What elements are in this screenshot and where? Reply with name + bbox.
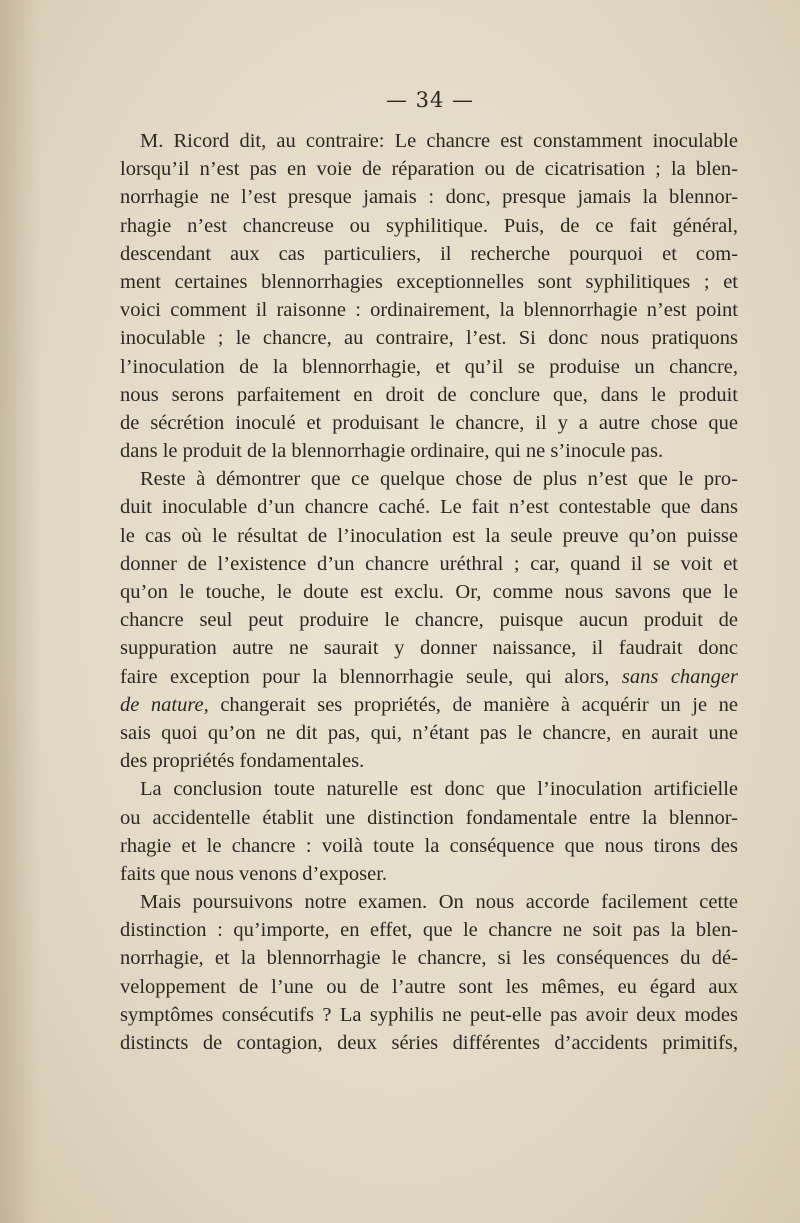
line-text: norrhagie ne l’est presque jamais : donc, presque jamais la blennor- [120,186,738,209]
text-line [120,634,738,662]
line-text: distinction : qu’importe, en effet, que le chancre ne soit pas la blen- [120,919,738,942]
text-line [120,1001,738,1029]
text-line [120,804,738,832]
line-text: de sécrétion inoculé et produisant le chancre, il y a autre chose que [120,411,738,434]
italic-phrase: sans changer [621,665,738,688]
text-line [120,155,738,183]
text-line [120,973,738,1001]
text-line [120,888,738,916]
line-text: dans le produit de la blennorrhagie ordinaire, qui ne s’inocule pas. [120,440,664,463]
text-line [120,1029,738,1057]
page-number: — 34 — [385,88,475,112]
text-line [120,465,738,493]
text-line [120,916,738,944]
line-text: nous serons parfaitement en droit de conclure que, dans le produit [120,383,738,406]
line-text: Reste à démontrer que ce quelque chose de plus n’est que le pro- [140,468,738,491]
line-text: le cas où le résultat de l’inoculation est la seule preuve qu’on puisse [120,524,738,547]
line-text: M. Ricord dit, au contraire: Le chancre est constamment inoculable [140,130,738,152]
text-line [120,578,738,606]
line-text: sais quoi qu’on ne dit pas, qui, n’étant pas le chancre, en aurait une [120,721,738,744]
line-text: symptômes consécutifs ? La syphilis ne peut-elle pas avoir deux modes [120,1003,738,1026]
italic-phrase: de nature, [120,693,209,716]
text-line [120,775,738,803]
line-text: ou accidentelle établit une distinction fondamentale entre la blennor- [120,806,738,829]
text-line [120,606,738,634]
line-text: faire exception pour la blennorrhagie seule, qui alors, [120,665,622,688]
text-line [120,353,738,381]
text-line [120,296,738,324]
line-text: l’inoculation de la blennorrhagie, et qu’il se produise un chancre, [120,355,738,378]
text-line [120,127,738,155]
text-line [120,747,738,775]
line-text: La conclusion toute naturelle est donc que l’inoculation artificielle [140,778,738,801]
line-text: duit inoculable d’un chancre caché. Le fait n’est contestable que dans [120,496,738,519]
text-line [120,437,738,465]
line-text: suppuration autre ne saurait y donner naissance, il faudrait donc [120,637,738,660]
line-text: faits que nous venons d’exposer. [120,862,388,885]
text-line [120,493,738,521]
text-line [120,860,738,888]
line-text: changerait ses propriétés, de manière à acquérir un je ne [208,693,738,716]
line-text: des propriétés fondamentales. [120,750,365,773]
line-text: donner de l’existence d’un chancre uréthral ; car, quand il se voit et [120,552,738,575]
text-line [120,550,738,578]
text-line [120,212,738,240]
line-text: qu’on le touche, le doute est exclu. Or, comme nous savons que le [120,581,738,603]
text-line [120,691,738,719]
line-text: Mais poursuivons notre examen. On nous accorde facilement cette [140,891,738,914]
line-text: rhagie n’est chancreuse ou syphilitique. Puis, de ce fait général, [120,214,738,237]
line-text: descendant aux cas particuliers, il recherche pourquoi et com- [120,242,738,265]
line-text: norrhagie, et la blennorrhagie le chancre, si les conséquences du dé- [120,947,738,970]
text-line [120,324,738,352]
text-line [120,944,738,972]
line-text: veloppement de l’une ou de l’autre sont les mêmes, eu égard aux [120,975,738,998]
text-line [120,522,738,550]
line-text: voici comment il raisonne : ordinairement, la blennorrhagie n’est point [120,299,738,322]
text-line [120,663,738,691]
line-text: inoculable ; le chancre, au contraire, l’est. Si donc nous pratiquons [120,327,738,350]
line-text: ment certaines blennorrhagies exceptionnelles sont syphilitiques ; et [120,270,738,293]
text-line [120,719,738,747]
body-text [120,127,738,1057]
text-line [120,183,738,211]
text-line [120,381,738,409]
line-text: rhagie et le chancre : voilà toute la conséquence que nous tirons des [120,834,738,857]
text-line [120,240,738,268]
text-line [120,832,738,860]
text-line [120,409,738,437]
line-text: lorsqu’il n’est pas en voie de réparation ou de cicatrisation ; la blen- [120,158,738,181]
text-line [120,268,738,296]
line-text: distincts de contagion, deux séries différentes d’accidents primitifs, [120,1032,738,1054]
line-text: chancre seul peut produire le chancre, puisque aucun produit de [120,609,738,632]
